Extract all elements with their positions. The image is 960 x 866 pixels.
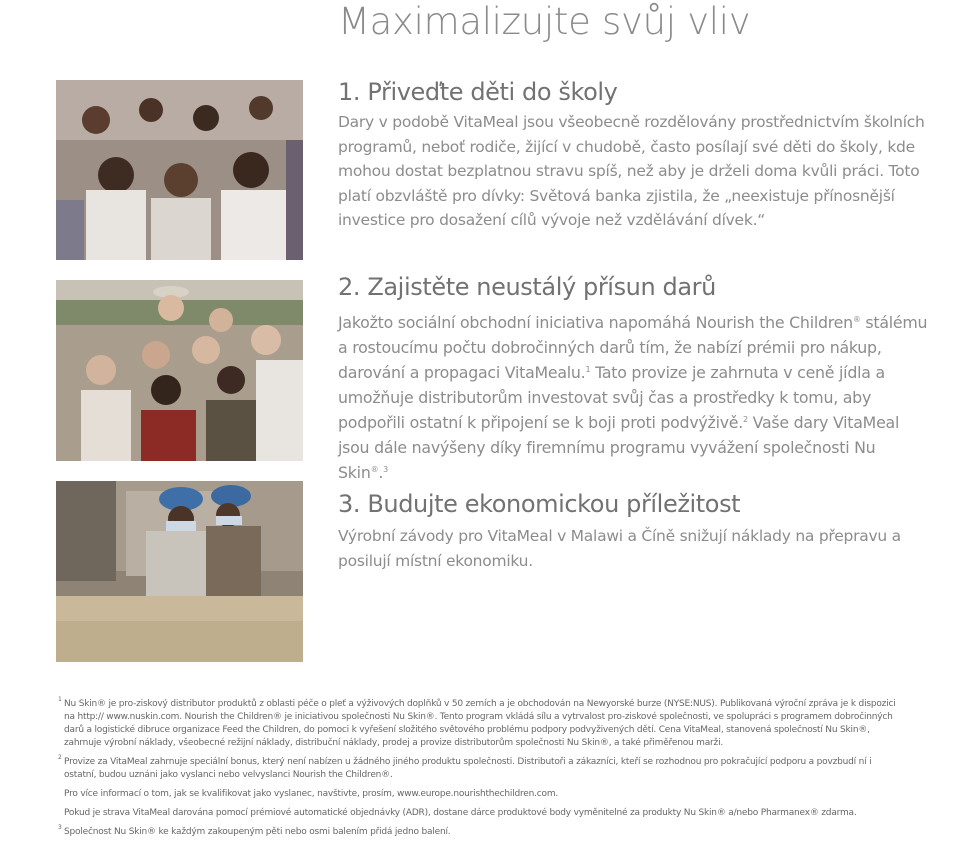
photo-factory-workers bbox=[56, 481, 303, 662]
section-heading: 1. Přiveďte děti do školy bbox=[338, 78, 618, 106]
section-schools bbox=[338, 78, 928, 233]
footnotes bbox=[60, 698, 905, 845]
footnote-2: 2 Provize za VitaMeal zahrnuje speciální bonus, který není nabízen u žádného jiného produktu společnosti. Distributoři a zákazníci, kteří se rozhodnou pro pokračující podporu a povzbudí ní i ostatní, budou uznáni jako vyslanci nebo velvyslanci Nourish the Children®. bbox=[58, 754, 872, 780]
section-body: Jakožto sociální obchodní iniciativa napomáhá Nourish the Children® stálému a rostoucímu počtu dobročinných darů tím, že nabízí prémii pro nákup, darování a propagaci VitaMealu.$^1$ Tato provize je zahrnuta v ceně jídla a umožňuje distributorům investovat svůj čas a prostředky k tomu, aby podpořili ostatní k připojení se k boji proti podvýživě.$^2$ Vaše dary VitaMeal jsou dále navýšeny díky firemnímu programu vyvážení společnosti Nu Skin®.$^3$ bbox=[338, 313, 928, 482]
section-heading: 2. Zajistěte neustálý přísun darů bbox=[338, 273, 716, 301]
photo-schoolchildren bbox=[56, 80, 303, 260]
section-heading: 3. Budujte ekonomickou příležitost bbox=[338, 490, 741, 518]
footnote-2-more-info: Pro více informací o tom, jak se kvalifikovat jako vyslanec, navštivte, prosím, www.europe.nourishthechildren.com. bbox=[64, 789, 559, 799]
section-body: Výrobní závody pro VitaMeal v Malawi a Číně snižují náklady na přepravu a posilují místní ekonomiku. bbox=[338, 527, 901, 570]
section-donations bbox=[338, 273, 928, 485]
section-economy bbox=[338, 490, 928, 573]
footnote-3: 3 Společnost Nu Skin® ke každým zakoupeným pěti nebo osmi balením přidá jedno balení. bbox=[58, 824, 451, 837]
footnote-1: 1 Nu Skin® je pro-ziskový distributor produktů z oblasti péče o pleť a výživových doplňků v 50 zemích a je obchodován na Newyorské burze (NYSE:NUS). Publikovaná výroční zpráva je k dispozici na http:// www.nuskin.com. Nourish the Children® je iniciativou společnosti Nu Skin®. Tento program vkládá sílu a vytrvalost pro-ziskové společnosti, ve spolupráci s programem dobročinných darů a logistické dibruce organizace Feed the Children, do pomoci k vyřešení složitého světového problému podpory podvyživených dětí. Cena VitaMeal, stanovená společností Nu Skin®, zahrnuje výrobní náklady, všeobecné režijní náklady, distribuční náklady, prodej a provize distributorům společnosti Nu Skin®, a také přiměřenou marži. bbox=[58, 696, 896, 748]
section-body: Dary v podobě VitaMeal jsou všeobecně rozdělovány prostřednictvím školních programů, neboť rodiče, žijící v chudobě, často posílají své děti do školy, kde mohou dostat bezplatnou stravu spíš, než aby je drželi doma kvůli práci. Toto platí obzvláště pro dívky: Světová banka zjistila, že „neexistuje přínosnější investice pro dosažení cílů vývoje než vzdělávání dívek.“ bbox=[338, 113, 925, 229]
footnote-2-adr: Pokud je strava VitaMeal darována pomocí prémiové automatické objednávky (ADR), dostane dárce produktové body vyměnitelné za produkty Nu Skin® a/nebo Pharmanex® zdarma. bbox=[64, 808, 857, 818]
page-title: Maximalizujte svůj vliv bbox=[338, 0, 751, 43]
photo-volunteers-group bbox=[56, 280, 303, 461]
